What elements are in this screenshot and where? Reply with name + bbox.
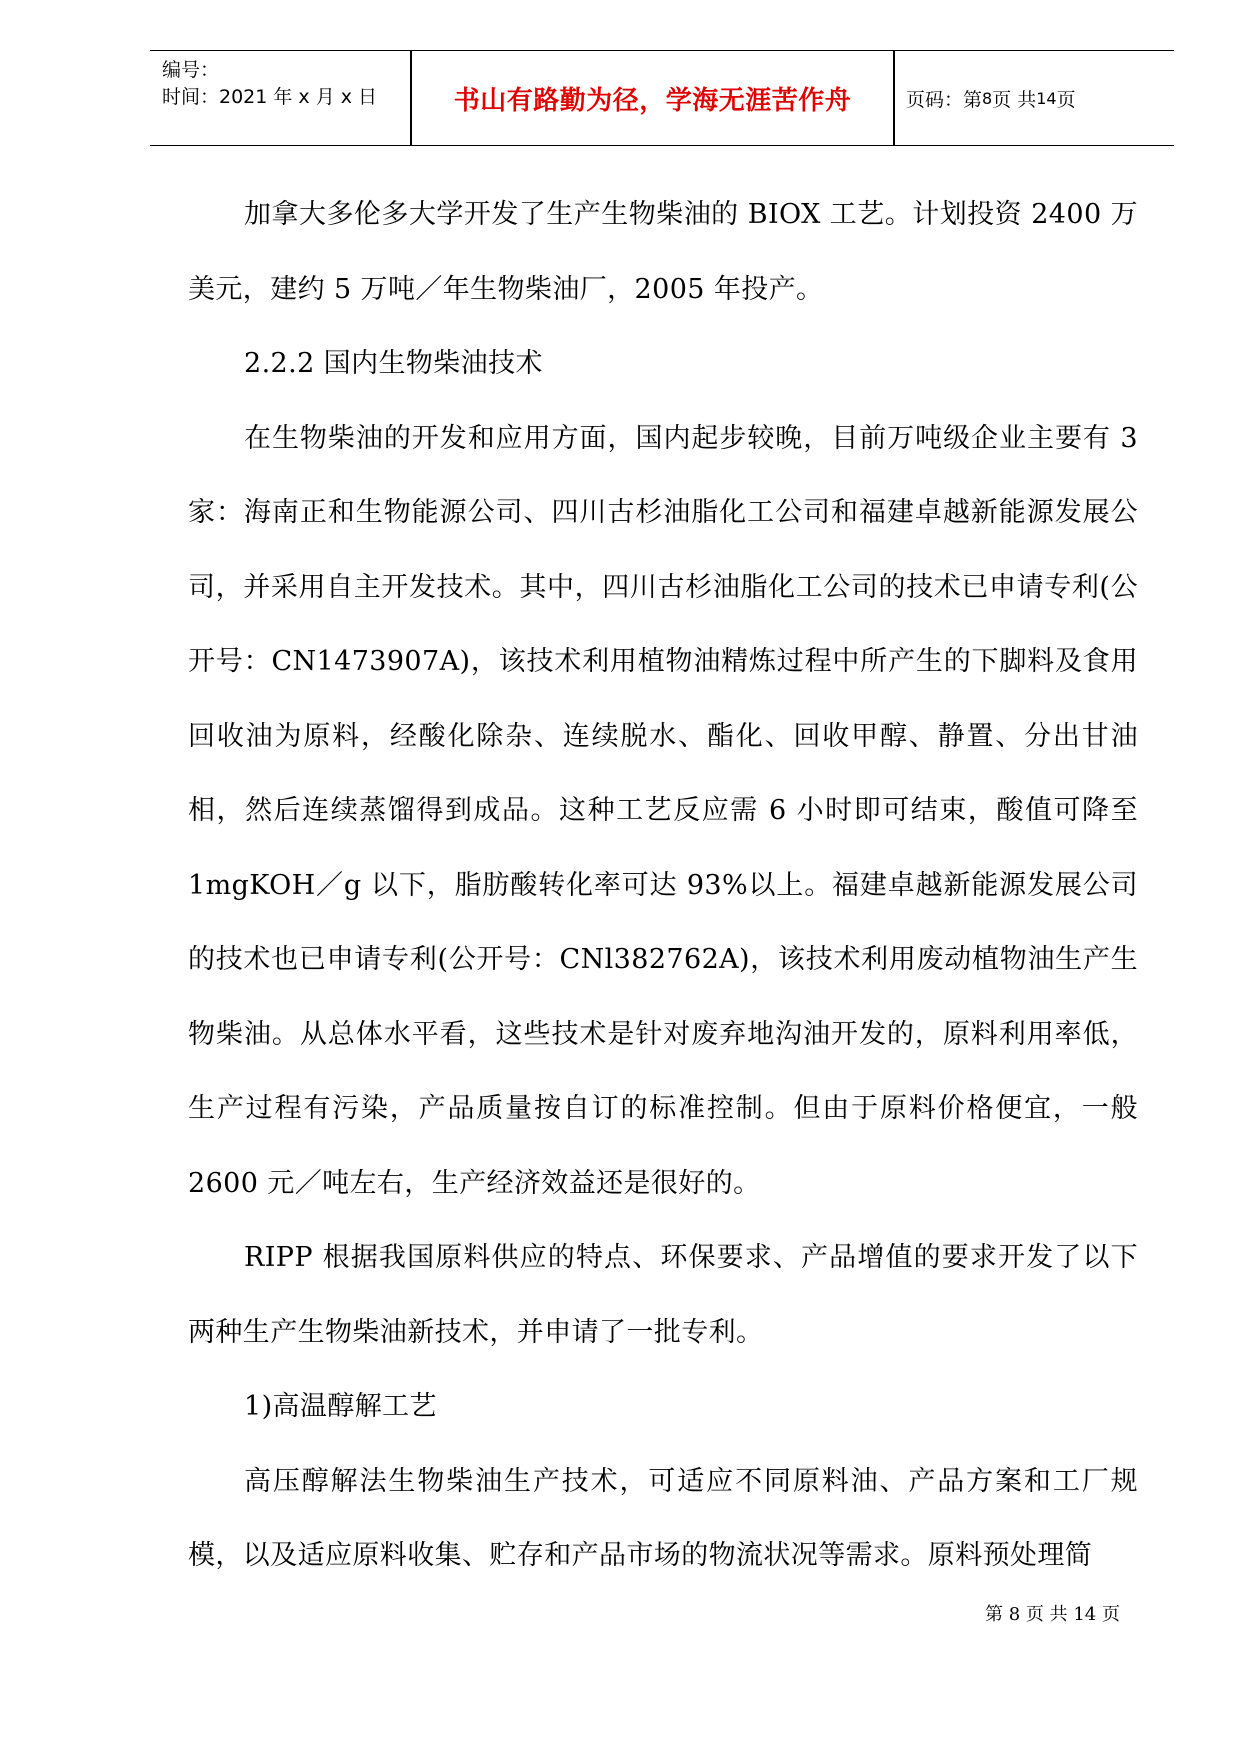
paragraph-biox: 加拿大多伦多大学开发了生产生物柴油的 BIOX 工艺。计划投资 2400 万美元，建约 5 万吨／年生物柴油厂，2005 年投产。 [188, 199, 1138, 305]
document-body [188, 178, 1138, 1594]
header-page-number [906, 51, 1174, 145]
subheading-high-temp-alcoholysis: 1)高温醇解工艺 [244, 1391, 437, 1422]
header-meta [162, 57, 407, 111]
paragraph-domestic-tech: 在生物柴油的开发和应用方面，国内起步较晚，目前万吨级企业主要有 3 家：海南正和生物能源公司、四川古杉油脂化工公司和福建卓越新能源发展公司，并采用自主开发技术。其中，四川古杉油脂化工公司的技术已申请专利(公开号：CN1473907A)，该技术利用植物油精炼过程中所产生的下脚料及食用回收油为原料，经酸化除杂、连续脱水、酯化、回收甲醇、静置、分出甘油相，然后连续蒸馏得到成品。这种工艺反应需 6 小时即可结束，酸值可降至 1mgKOH／g 以下，脂肪酸转化率可达 93%以上。福建卓越新能源发展公司的技术也已申请专利(公开号：CNl382762A)，该技术利用废动植物油生产生物柴油。从总体水平看，这些技术是针对废弃地沟油开发的，原料利用率低，生产过程有污染，产品质量按自订的标准控制。但由于原料价格便宜，一般 2600 元／吨左右，生产经济效益还是很好的。 [188, 422, 1138, 1199]
paragraph-ripp: RIPP 根据我国原料供应的特点、环保要求、产品增值的要求开发了以下两种生产生物柴油新技术，并申请了一批专利。 [188, 1242, 1138, 1348]
header-motto: 书山有路勤为径，学海无涯苦作舟 [453, 85, 852, 116]
section-heading-2-2-2: 2.2.2 国内生物柴油技术 [244, 348, 543, 379]
page-current: 8 [982, 88, 993, 108]
page-footer: 第 8 页 共 14 页 [985, 1604, 1120, 1625]
document-id-label: 编号： [162, 59, 220, 81]
page-mid: 页 共 [992, 88, 1037, 111]
document-time: 时间：2021 年 x 月 x 日 [162, 86, 378, 108]
page-prefix: 页码：第 [906, 88, 983, 111]
page-header [150, 50, 1174, 146]
page-total: 14 [1036, 88, 1057, 108]
page-suffix: 页 [1056, 88, 1076, 111]
header-divider-right [893, 51, 895, 145]
paragraph-high-pressure: 高压醇解法生物柴油生产技术，可适应不同原料油、产品方案和工厂规模，以及适应原料收集、贮存和产品市场的物流状况等需求。原料预处理简 [188, 1465, 1138, 1571]
